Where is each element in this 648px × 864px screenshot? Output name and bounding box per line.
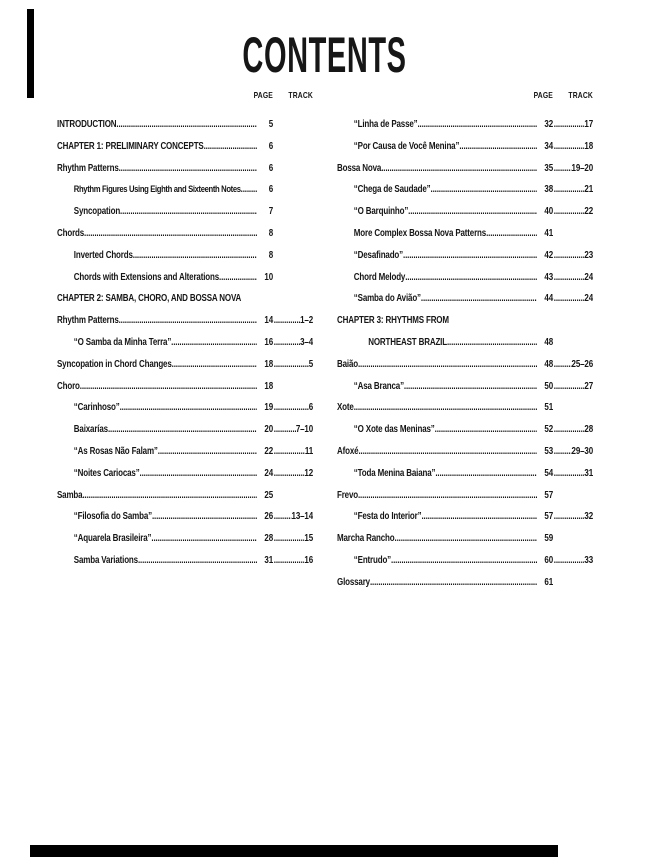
page-title	[0, 26, 648, 84]
dot-leader	[273, 441, 305, 463]
dot-leader	[138, 550, 257, 572]
dot-leader	[417, 114, 537, 136]
track-zone	[553, 441, 593, 463]
dot-leader	[553, 463, 584, 485]
dot-leader	[151, 528, 257, 550]
dot-leader	[553, 267, 584, 289]
toc-entry	[57, 550, 313, 572]
toc-entry	[337, 223, 593, 245]
toc-entry	[337, 310, 593, 332]
dot-leader	[273, 506, 292, 528]
toc-entry-label: Chords with Extensions and Alterations	[73, 271, 219, 283]
track-zone	[553, 354, 593, 376]
toc-entry	[337, 506, 593, 528]
toc-entry-page: 38	[544, 184, 553, 196]
left-column-headers	[57, 88, 313, 114]
toc-entry-label: “Noites Cariocas”	[73, 467, 140, 479]
dot-leader	[273, 550, 304, 572]
dot-leader	[172, 354, 257, 376]
toc-entry	[57, 136, 313, 158]
toc-entry-page: 52	[544, 424, 553, 436]
toc-entry-page: 20	[264, 424, 273, 436]
track-zone	[553, 223, 593, 245]
toc-entry	[57, 288, 313, 310]
toc-entry-label: More Complex Bossa Nova Patterns	[353, 227, 487, 239]
toc-entry-page: 43	[544, 271, 553, 283]
track-zone	[553, 245, 593, 267]
toc-entry	[57, 223, 313, 245]
dot-leader	[553, 506, 584, 528]
toc-entry-page: 18	[264, 358, 273, 370]
track-zone	[273, 354, 313, 376]
dot-leader	[553, 114, 584, 136]
toc-entry-page: 28	[264, 533, 273, 545]
toc-entry-track: 22	[584, 206, 593, 218]
toc-entry-page: 32	[544, 119, 553, 130]
toc-entry-page: 6	[268, 140, 273, 152]
toc-entry-page: 57	[544, 511, 553, 523]
toc-entry	[337, 179, 593, 201]
toc-entry-track: 15	[304, 533, 313, 545]
dot-leader	[435, 463, 537, 485]
toc-entry-label: “Carinhoso”	[73, 402, 120, 414]
right-column-headers	[337, 88, 593, 114]
track-zone	[273, 397, 313, 419]
toc-entries-left	[57, 114, 313, 572]
track-zone	[553, 506, 593, 528]
toc-entry-page: 26	[264, 511, 273, 523]
toc-entry-label: Rhythm Figures Using Eighth and Sixteenth Notes	[73, 184, 241, 196]
dot-leader	[358, 485, 537, 507]
toc-entry-track: 11	[304, 445, 313, 457]
page-title-text: CONTENTS	[241, 27, 407, 83]
toc-entry-label: “Samba do Avião”	[353, 293, 421, 305]
dot-leader	[80, 376, 257, 398]
track-zone	[273, 223, 313, 245]
toc-entry	[337, 136, 593, 158]
track-column-header: TRACK	[288, 90, 313, 100]
toc-entry-label: CHAPTER 3: RHYTHMS FROM	[337, 315, 449, 327]
toc-entry	[337, 441, 593, 463]
toc-entry	[337, 158, 593, 180]
dot-leader	[140, 463, 257, 485]
dot-leader	[553, 179, 584, 201]
dot-leader	[421, 506, 537, 528]
toc-entry-track: 25–26	[571, 358, 593, 370]
toc-entry-track: 28	[584, 424, 593, 436]
dot-leader	[459, 136, 537, 158]
dot-leader	[553, 441, 572, 463]
toc-entry-track: 31	[584, 467, 593, 479]
dot-leader	[119, 158, 257, 180]
toc-entry-track: 23	[584, 249, 593, 261]
toc-entry	[57, 332, 313, 354]
toc-entry-page: 50	[544, 380, 553, 392]
toc-entry	[57, 485, 313, 507]
toc-entry-track: 24	[584, 293, 593, 305]
toc-entry	[337, 485, 593, 507]
dot-leader	[486, 223, 537, 245]
toc-entry-label: CHAPTER 1: PRELIMINARY CONCEPTS	[57, 140, 204, 152]
toc-entry	[337, 550, 593, 572]
dot-leader	[273, 463, 304, 485]
dot-leader	[553, 419, 584, 441]
toc-entry-page: 53	[544, 445, 553, 457]
toc-entry-label: “As Rosas Não Falam”	[73, 445, 158, 457]
dot-leader	[119, 310, 257, 332]
toc-entry-track: 24	[584, 271, 593, 283]
toc-entry	[337, 267, 593, 289]
toc-entry	[337, 201, 593, 223]
track-zone	[553, 376, 593, 398]
toc-entry-track: 1–2	[300, 315, 313, 327]
toc-entry-track: 18	[584, 140, 593, 152]
toc-entry	[57, 397, 313, 419]
dot-leader	[553, 288, 584, 310]
toc-entry	[337, 288, 593, 310]
dot-leader	[553, 354, 572, 376]
dot-leader	[158, 441, 257, 463]
toc-entry	[57, 179, 313, 201]
toc-entries-right	[337, 114, 593, 594]
page-column-header: PAGE	[533, 90, 553, 100]
track-zone	[553, 267, 593, 289]
toc-entry-label: Samba	[57, 489, 83, 501]
track-zone	[273, 506, 313, 528]
toc-entry	[57, 201, 313, 223]
toc-entry-page: 5	[268, 119, 273, 130]
dot-leader	[553, 201, 584, 223]
toc-entry-page: 16	[264, 336, 273, 348]
toc-entry	[57, 528, 313, 550]
toc-entry-page: 34	[544, 140, 553, 152]
toc-entry-track: 29–30	[571, 445, 593, 457]
toc-entry-label: Syncopation in Chord Changes	[57, 358, 172, 370]
page-column-header: PAGE	[253, 90, 273, 100]
toc-entry-track: 16	[304, 554, 313, 566]
track-zone	[553, 136, 593, 158]
toc-entry-label: NORTHEAST BRAZIL	[368, 336, 447, 348]
dot-leader	[358, 441, 537, 463]
dot-leader	[273, 528, 304, 550]
dot-leader	[405, 267, 537, 289]
dot-leader	[447, 332, 537, 354]
toc-entry-label: Marcha Rancho	[337, 533, 395, 545]
track-zone	[273, 201, 313, 223]
toc-entry	[57, 114, 313, 136]
track-zone	[273, 550, 313, 572]
toc-entry-label: Bossa Nova	[337, 162, 382, 174]
dot-leader	[358, 354, 537, 376]
toc-entry	[57, 441, 313, 463]
toc-entry	[57, 506, 313, 528]
dot-leader	[431, 179, 538, 201]
toc-entry	[57, 354, 313, 376]
toc-entry-page: 6	[268, 162, 273, 174]
toc-entry-page: 31	[264, 554, 273, 566]
toc-entry-label: CHAPTER 2: SAMBA, CHORO, AND BOSSA NOVA	[57, 293, 242, 305]
toc-entry-label: “O Xote das Meninas”	[353, 424, 435, 436]
track-column-header: TRACK	[568, 90, 593, 100]
toc-entry-page: 57	[544, 489, 553, 501]
toc-entry-label: “O Samba da Minha Terra”	[73, 336, 172, 348]
track-zone	[273, 179, 313, 201]
dot-leader	[553, 550, 584, 572]
toc-entry-page: 51	[544, 402, 553, 414]
dot-leader	[553, 245, 584, 267]
toc-entry-page: 59	[544, 533, 553, 545]
toc-entry-label: “Festa do Interior”	[353, 511, 422, 523]
toc-entry-page: 7	[268, 206, 273, 218]
toc-entry-label: Syncopation	[73, 206, 121, 218]
toc-entry-page: 44	[544, 293, 553, 305]
track-zone	[553, 114, 593, 136]
toc-entry-label: “Desafinado”	[353, 249, 404, 261]
toc-entry-label: Frevo	[337, 489, 358, 501]
dot-leader	[204, 136, 257, 158]
toc-entry-label: Samba Variations	[73, 554, 138, 566]
track-zone	[273, 114, 313, 136]
dot-leader	[120, 397, 257, 419]
toc-entry-page: 41	[544, 227, 553, 239]
toc-entry-track: 12	[304, 467, 313, 479]
toc-entry-label: “Asa Branca”	[353, 380, 404, 392]
toc-entry-track: 21	[584, 184, 593, 196]
track-zone	[553, 550, 593, 572]
track-zone	[553, 419, 593, 441]
toc-entry-label: “Linha de Passe”	[353, 119, 418, 130]
track-zone	[273, 245, 313, 267]
toc-entry-label: Xote	[337, 402, 354, 414]
toc-entry-label: Inverted Chords	[73, 249, 133, 261]
dot-leader	[553, 136, 584, 158]
track-zone	[553, 572, 593, 594]
toc-entry	[57, 419, 313, 441]
toc-entry-label: “Por Causa de Você Menina”	[353, 140, 460, 152]
dot-leader	[152, 506, 257, 528]
toc-entry	[337, 376, 593, 398]
toc-entry	[57, 376, 313, 398]
toc-entry-page: 48	[544, 358, 553, 370]
dot-leader	[421, 288, 537, 310]
track-zone	[273, 267, 313, 289]
toc-entry	[337, 528, 593, 550]
toc-entry-track: 3–4	[300, 336, 313, 348]
track-zone	[273, 158, 313, 180]
dot-leader	[370, 572, 537, 594]
toc-entry-label: INTRODUCTION	[57, 119, 117, 130]
toc-entry-page: 61	[544, 576, 553, 588]
track-zone	[553, 463, 593, 485]
dot-leader	[133, 245, 257, 267]
toc-entry-label: “Aquarela Brasileira”	[73, 533, 152, 545]
toc-entry	[337, 572, 593, 594]
toc-entry-page: 24	[264, 467, 273, 479]
toc-entry-page: 60	[544, 554, 553, 566]
track-zone	[553, 179, 593, 201]
track-zone	[273, 528, 313, 550]
dot-leader	[241, 179, 257, 201]
toc-entry	[337, 419, 593, 441]
dot-leader	[120, 201, 257, 223]
track-zone	[273, 441, 313, 463]
toc-entry-label: Baixarías	[73, 424, 108, 436]
track-zone	[273, 485, 313, 507]
toc-entry-label: “Toda Menina Baiana”	[353, 467, 436, 479]
toc-entry-label: “Filosofia do Samba”	[73, 511, 152, 523]
track-zone	[273, 419, 313, 441]
toc-entry-track: 19–20	[571, 162, 593, 174]
dot-leader	[273, 419, 296, 441]
toc-entry-track: 27	[584, 380, 593, 392]
toc-entry-track: 13–14	[291, 511, 313, 523]
toc-entry	[337, 397, 593, 419]
track-zone	[273, 332, 313, 354]
toc-entry-label: Glossary	[337, 576, 370, 588]
toc-entry-label: Chord Melody	[353, 271, 406, 283]
toc-entry-label: Afoxé	[337, 445, 359, 457]
toc-entry	[337, 245, 593, 267]
toc-entry-track: 17	[584, 119, 593, 130]
toc-left-column	[57, 88, 313, 572]
dot-leader	[273, 397, 309, 419]
dot-leader	[391, 550, 537, 572]
track-zone	[553, 528, 593, 550]
dot-leader	[219, 267, 257, 289]
toc-entry-page: 8	[268, 227, 273, 239]
track-zone	[553, 288, 593, 310]
dot-leader	[403, 245, 537, 267]
toc-entry-label: Choro	[57, 380, 80, 392]
dot-leader	[108, 419, 257, 441]
toc-entry-track: 7–10	[295, 424, 313, 436]
toc-entry-label: Rhythm Patterns	[57, 162, 119, 174]
toc-entry-label: “Chega de Saudade”	[353, 184, 431, 196]
track-zone	[553, 332, 593, 354]
dot-leader	[354, 397, 537, 419]
dot-leader	[395, 528, 538, 550]
track-zone	[273, 136, 313, 158]
toc-entry	[337, 354, 593, 376]
track-zone	[553, 397, 593, 419]
toc-right-column	[337, 88, 593, 594]
dot-leader	[273, 354, 309, 376]
track-zone	[273, 310, 313, 332]
dot-leader	[408, 201, 537, 223]
toc-entry	[57, 158, 313, 180]
toc-entry-page: 42	[544, 249, 553, 261]
dot-leader	[381, 158, 537, 180]
toc-entry-track: 6	[308, 402, 313, 414]
toc-entry	[57, 245, 313, 267]
toc-entry-page: 48	[544, 336, 553, 348]
toc-entry-page: 8	[268, 249, 273, 261]
track-zone	[273, 463, 313, 485]
toc-entry-page: 14	[264, 315, 273, 327]
toc-entry-page: 22	[264, 445, 273, 457]
track-zone	[553, 158, 593, 180]
toc-entry-page: 19	[264, 402, 273, 414]
toc-entry-label: Rhythm Patterns	[57, 315, 119, 327]
dot-leader	[82, 485, 257, 507]
dot-leader	[435, 419, 537, 441]
toc-entry-page: 6	[268, 184, 273, 196]
toc-entry-label: “O Barquinho”	[353, 206, 409, 218]
toc-entry-label: Baião	[337, 358, 358, 370]
toc-entry	[57, 267, 313, 289]
toc-entry-track: 32	[584, 511, 593, 523]
scan-artifact-bottom-bar	[30, 845, 558, 857]
toc-entry	[57, 463, 313, 485]
track-zone	[273, 376, 313, 398]
dot-leader	[553, 376, 584, 398]
toc-entry-track: 5	[308, 358, 313, 370]
toc-entry-page: 10	[264, 271, 273, 283]
dot-leader	[553, 158, 572, 180]
toc-entry	[57, 310, 313, 332]
track-zone	[553, 485, 593, 507]
toc-entry-page: 54	[544, 467, 553, 479]
toc-entry	[337, 114, 593, 136]
dot-leader	[116, 114, 257, 136]
toc-entry-page: 18	[264, 380, 273, 392]
toc-entry	[337, 332, 593, 354]
toc-entry-label: “Entrudo”	[353, 554, 392, 566]
toc-entry-page: 40	[544, 206, 553, 218]
toc-entry-page: 25	[264, 489, 273, 501]
toc-entry-page: 35	[544, 162, 553, 174]
dot-leader	[273, 332, 300, 354]
toc-entry-label: Chords	[57, 227, 85, 239]
toc-entry	[337, 463, 593, 485]
toc-entry-track: 33	[584, 554, 593, 566]
track-zone	[553, 201, 593, 223]
dot-leader	[404, 376, 537, 398]
dot-leader	[273, 310, 300, 332]
dot-leader	[84, 223, 257, 245]
dot-leader	[171, 332, 257, 354]
